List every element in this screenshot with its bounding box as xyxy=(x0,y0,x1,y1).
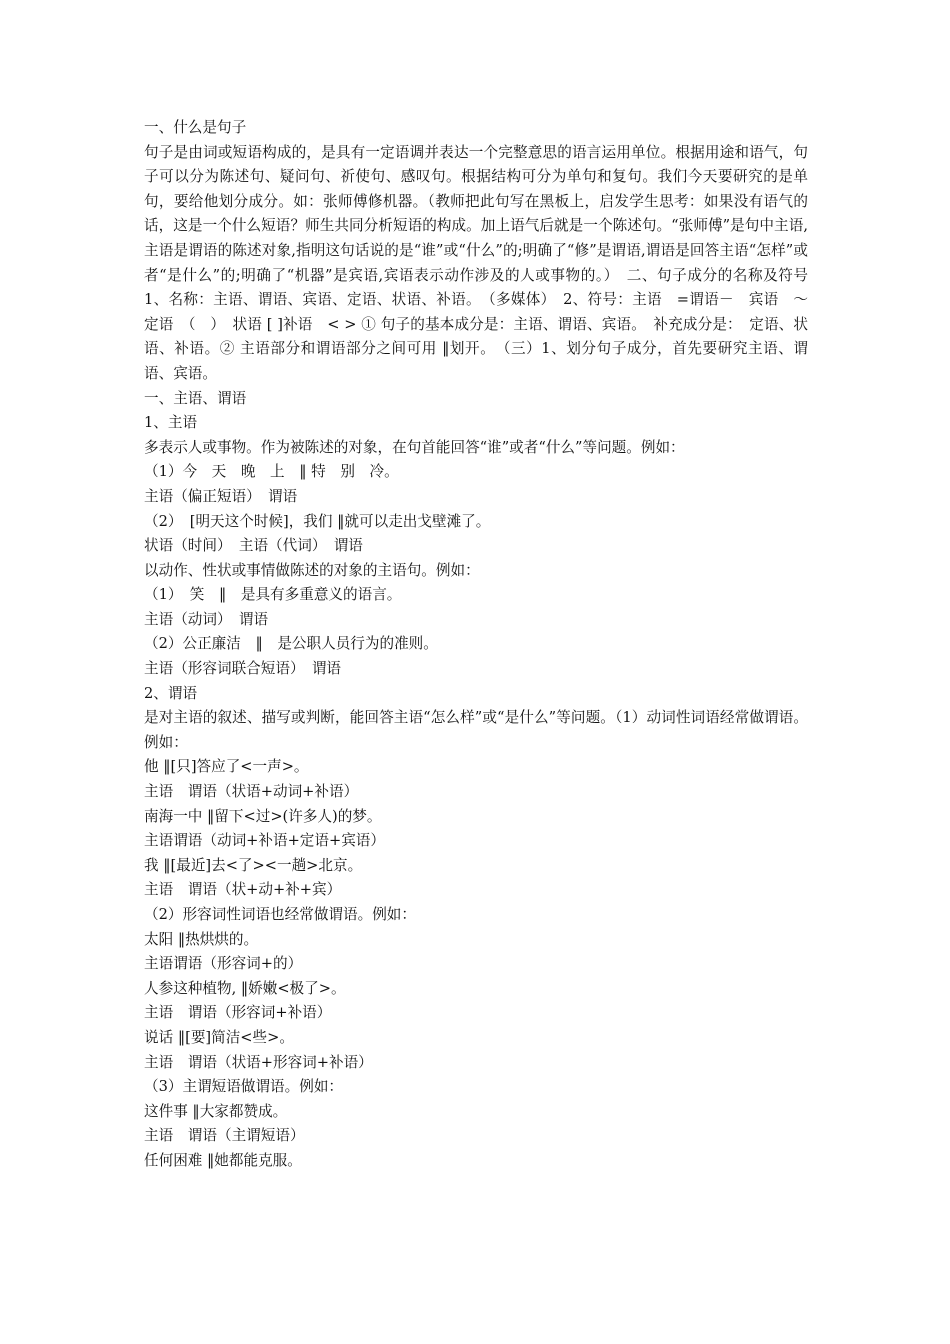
example-sentence: （2）公正廉洁 ‖ 是公职人员行为的准则。 xyxy=(144,635,438,653)
section-heading: 一、什么是句子 xyxy=(144,119,247,136)
example-sentence: 说话 ‖[要]简洁<些>。 xyxy=(144,1028,294,1046)
example-sentence: 这件事 ‖大家都赞成。 xyxy=(144,1102,288,1120)
text-line: 以动作、性状或事情做陈述的对象的主语句。例如： xyxy=(144,561,480,579)
section-heading: 一、主语、谓语 xyxy=(144,389,247,407)
example-annotation: 主语谓语（动词+补语+定语+宾语） xyxy=(144,832,385,850)
text-line: （3）主谓短语做谓语。例如： xyxy=(144,1078,344,1096)
subsection-heading: 1、主语 xyxy=(144,414,198,432)
example-annotation: 主语 谓语（主谓短语） xyxy=(144,1127,305,1145)
example-annotation: 主语（偏正短语） 谓语 xyxy=(144,487,298,505)
example-annotation: 主语谓语（形容词+的） xyxy=(144,955,303,973)
text-line: （2）形容词性词语也经常做谓语。例如： xyxy=(144,906,416,923)
example-annotation: 主语 谓语（状语+动词+补语） xyxy=(144,783,359,801)
document-body xyxy=(144,116,823,1174)
text-line: 多表示人或事物。作为被陈述的对象，在句首能回答“谁”或者“什么”等问题。例如： xyxy=(144,438,685,456)
example-sentence: （1）今 天 晚 上 ‖ 特 别 冷。 xyxy=(144,463,399,481)
example-annotation: 状语（时间） 主语（代词） 谓语 xyxy=(144,537,363,555)
example-annotation: 主语（形容词联合短语） 谓语 xyxy=(144,660,342,678)
example-annotation: 主语 谓语（状语+形容词+补语） xyxy=(144,1053,373,1071)
paragraph-sentence-definition: 句子是由词或短语构成的，是具有一定语调并表达一个完整意思的语言运用单位。根据用途和语气，句子可以分为陈述句、疑问句、祈使句、感叹句。根据结构可分为单句和复句。我们今天要研究的是单句，要给他划分成分。如：张师傅修机器。（教师把此句写在黑板上，启发学生思考：如果没有语气的话，这是一个什么短语？师生共同分析短语的构成。加上语气后就是一个陈述句。“张师傅”是句中主语,主语是谓语的陈述对象,指明这句话说的是“谁”或“什么”的;明确了“修”是谓语,谓语是回答主语“怎样”或者“是什么”的;明确了“机器”是宾语,宾语表示动作涉及的人或事物的。） 二、句子成分的名称及符号 1、名称：主语、谓语、宾语、定语、状语、补语。 （多媒体） 2、符号：主语 =谓语－ 宾语 ～ 定语 （ ） 状语 [ ]补语 < > ① 句子的基本成分是：主语、谓语、宾语。 补充成分是： 定语、状语、补语。② 主语部分和谓语部分之间可用 ‖划开。 （三）1、划分句子成分，首先要研究主语、谓语、宾语。 xyxy=(144,143,823,382)
example-sentence: 任何困难 ‖她都能克服。 xyxy=(144,1151,302,1169)
paragraph-predicate-definition: 是对主语的叙述、描写或判断，能回答主语“怎么样”或“是什么”等问题。（1）动词性词语经常做谓语。例如： xyxy=(144,709,808,751)
subsection-heading: 2、谓语 xyxy=(144,684,198,702)
example-sentence: 南海一中 ‖留下<过>(许多人)的梦。 xyxy=(144,807,382,825)
example-annotation: 主语 谓语（形容词+补语） xyxy=(144,1004,332,1022)
example-sentence: 我 ‖[最近]去<了><一趟>北京。 xyxy=(144,856,363,874)
example-sentence: 他 ‖[只]答应了<一声>。 xyxy=(144,758,309,776)
example-sentence: （2） [明天这个时候]，我们 ‖就可以走出戈壁滩了。 xyxy=(144,512,491,530)
example-annotation: 主语（动词） 谓语 xyxy=(144,610,269,628)
example-annotation: 主语 谓语（状+动+补+宾） xyxy=(144,881,342,899)
example-sentence: （1） 笑 ‖ 是具有多重意义的语言。 xyxy=(144,586,402,604)
example-sentence: 太阳 ‖热烘烘的。 xyxy=(144,930,259,948)
example-sentence: 人参这种植物, ‖娇嫩<极了>。 xyxy=(144,979,346,997)
